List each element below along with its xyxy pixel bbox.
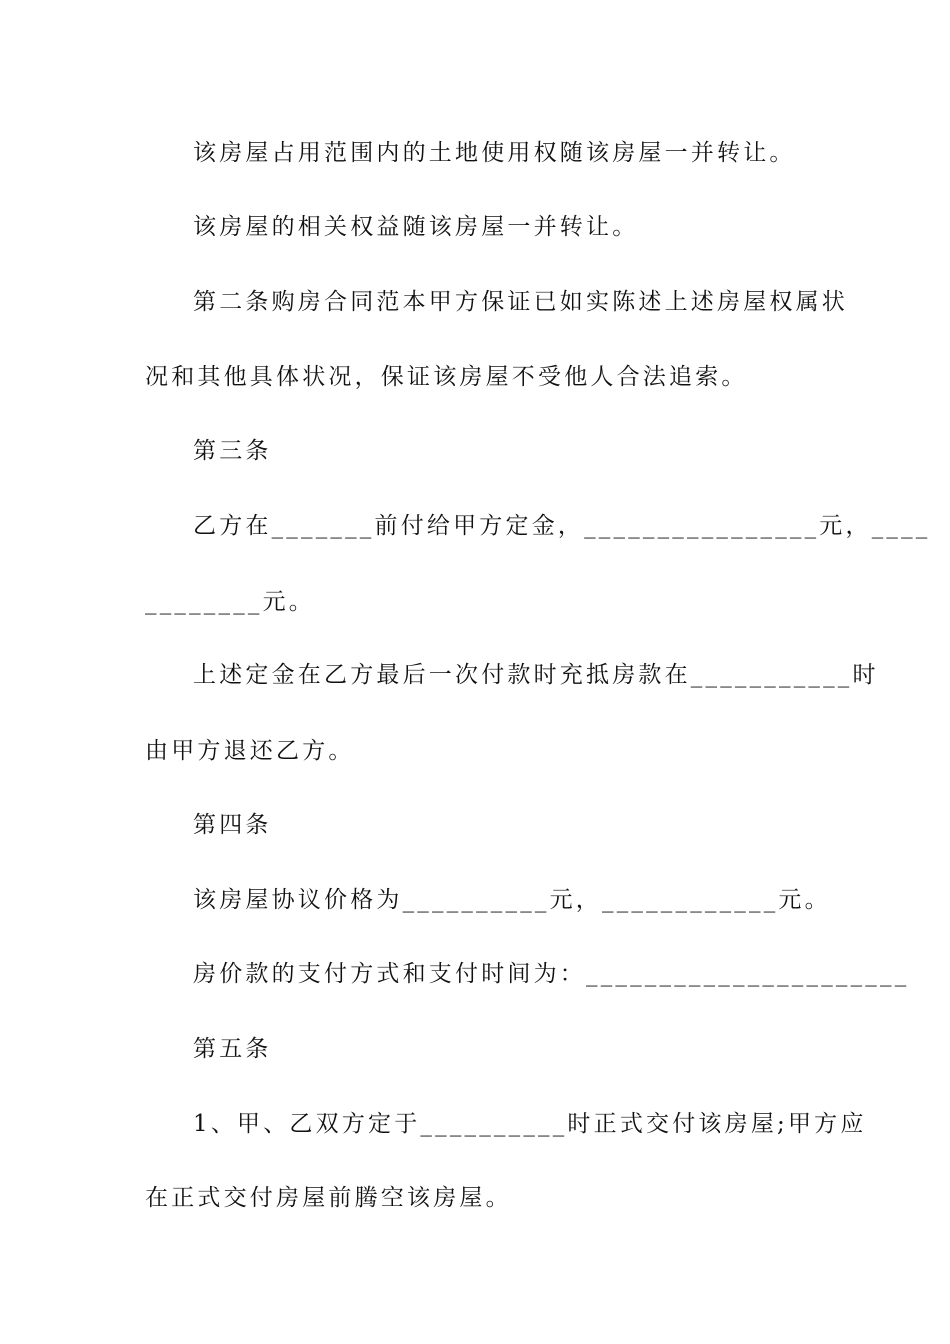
paragraph-deposit-offset-line2: 由甲方退还乙方。 [145,738,355,764]
heading-article-four: 第四条 [193,812,272,838]
paragraph-payment-method: 房价款的支付方式和支付时间为：______________________ [193,961,910,987]
paragraph-article-two-line2: 况和其他具体状况，保证该房屋不受他人合法追索。 [145,364,748,390]
heading-article-three: 第三条 [193,438,272,464]
paragraph-deposit-offset-line1: 上述定金在乙方最后一次付款时充抵房款在___________时 [193,662,879,688]
paragraph-delivery-line2: 在正式交付房屋前腾空该房屋。 [145,1185,512,1211]
paragraph-deposit-line1: 乙方在_______前付给甲方定金，________________元，____ [193,513,931,539]
heading-article-five: 第五条 [193,1036,272,1062]
paragraph-delivery-line1: 1、甲、乙双方定于__________时正式交付该房屋;甲方应 [193,1111,867,1137]
paragraph-agreed-price: 该房屋协议价格为__________元，____________元。 [193,887,831,913]
paragraph-article-two-line1: 第二条购房合同范本甲方保证已如实陈述上述房屋权属状 [193,289,848,315]
paragraph-deposit-line2: ________元。 [145,589,315,615]
paragraph-related-rights: 该房屋的相关权益随该房屋一并转让。 [193,214,639,240]
paragraph-land-use-rights: 该房屋占用范围内的土地使用权随该房屋一并转让。 [193,140,796,166]
